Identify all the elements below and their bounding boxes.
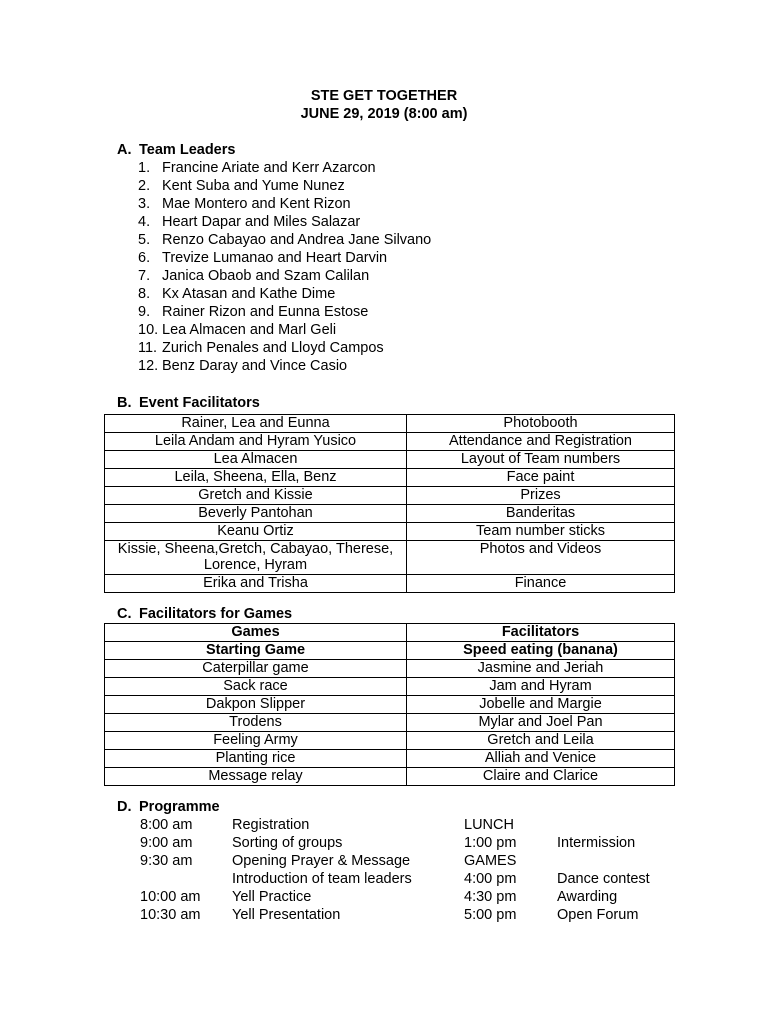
list-item: 6. Trevize Lumanao and Heart Darvin — [138, 250, 388, 266]
table-row: Dakpon Slipper Jobelle and Margie — [105, 696, 675, 714]
game-facilitators-table — [104, 623, 675, 786]
table-row: Kissie, Sheena,Gretch, Cabayao, Therese, Lorence, Hyram Photos and Videos — [105, 541, 675, 575]
list-item: 12. Benz Daray and Vince Casio — [138, 358, 348, 374]
schedule-row: 10:00 am Yell Practice 4:30 pm Awarding — [140, 889, 618, 905]
team-leaders-list — [138, 159, 431, 375]
list-item: 2. Kent Suba and Yume Nunez — [138, 178, 345, 194]
event-facilitators-table — [104, 414, 675, 593]
section-b-heading — [117, 394, 260, 412]
schedule-row: 9:00 am Sorting of groups 1:00 pm Intermission — [140, 835, 636, 851]
table-row: Leila, Sheena, Ella, Benz Face paint — [105, 469, 675, 487]
section-letter: D. — [117, 799, 132, 815]
table-row: Lea Almacen Layout of Team numbers — [105, 451, 675, 469]
table-row: Trodens Mylar and Joel Pan — [105, 714, 675, 732]
table-subheader-row: Starting Game Speed eating (banana) — [105, 642, 675, 660]
section-title: Team Leaders — [139, 142, 236, 158]
table-row: Gretch and Kissie Prizes — [105, 487, 675, 505]
list-item: 3. Mae Montero and Kent Rizon — [138, 196, 351, 212]
table-row: Beverly Pantohan Banderitas — [105, 505, 675, 523]
schedule-row: Introduction of team leaders 4:00 pm Dance contest — [232, 871, 650, 887]
table-row: Rainer, Lea and Eunna Photobooth — [105, 415, 675, 433]
schedule-row: 9:30 am Opening Prayer & Message GAMES — [140, 853, 517, 869]
list-item: 9. Rainer Rizon and Eunna Estose — [138, 304, 369, 320]
section-letter: A. — [117, 142, 132, 158]
list-item: 11. Zurich Penales and Lloyd Campos — [138, 340, 384, 356]
list-item: 8. Kx Atasan and Kathe Dime — [138, 286, 336, 302]
list-item: 10. Lea Almacen and Marl Geli — [138, 322, 337, 338]
table-row: Keanu Ortiz Team number sticks — [105, 523, 675, 541]
list-item: 7. Janica Obaob and Szam Calilan — [138, 268, 370, 284]
document-date: JUNE 29, 2019 (8:00 am) — [300, 106, 468, 122]
section-title: Facilitators for Games — [139, 606, 293, 622]
section-title: Programme — [139, 799, 220, 815]
table-row: Caterpillar game Jasmine and Jeriah — [105, 660, 675, 678]
table-header-row: Games Facilitators — [105, 624, 675, 642]
list-item: 1. Francine Ariate and Kerr Azarcon — [138, 160, 376, 176]
programme-schedule — [140, 816, 700, 924]
table-row: Feeling Army Gretch and Leila — [105, 732, 675, 750]
section-letter: B. — [117, 395, 132, 411]
section-title: Event Facilitators — [139, 395, 260, 411]
section-a-heading — [117, 141, 235, 159]
table-row: Erika and Trisha Finance — [105, 575, 675, 593]
table-row: Leila Andam and Hyram Yusico Attendance and Registration — [105, 433, 675, 451]
table-row: Sack race Jam and Hyram — [105, 678, 675, 696]
section-c-heading — [117, 605, 292, 623]
list-item: 5. Renzo Cabayao and Andrea Jane Silvano — [138, 232, 432, 248]
list-item: 4. Heart Dapar and Miles Salazar — [138, 214, 361, 230]
table-row: Planting rice Alliah and Venice — [105, 750, 675, 768]
schedule-row: 8:00 am Registration LUNCH — [140, 817, 514, 833]
schedule-row: 10:30 am Yell Presentation 5:00 pm Open Forum — [140, 907, 639, 923]
section-d-heading — [117, 798, 220, 816]
section-letter: C. — [117, 606, 132, 622]
document-title: STE GET TOGETHER — [310, 88, 458, 104]
table-row: Message relay Claire and Clarice — [105, 768, 675, 786]
